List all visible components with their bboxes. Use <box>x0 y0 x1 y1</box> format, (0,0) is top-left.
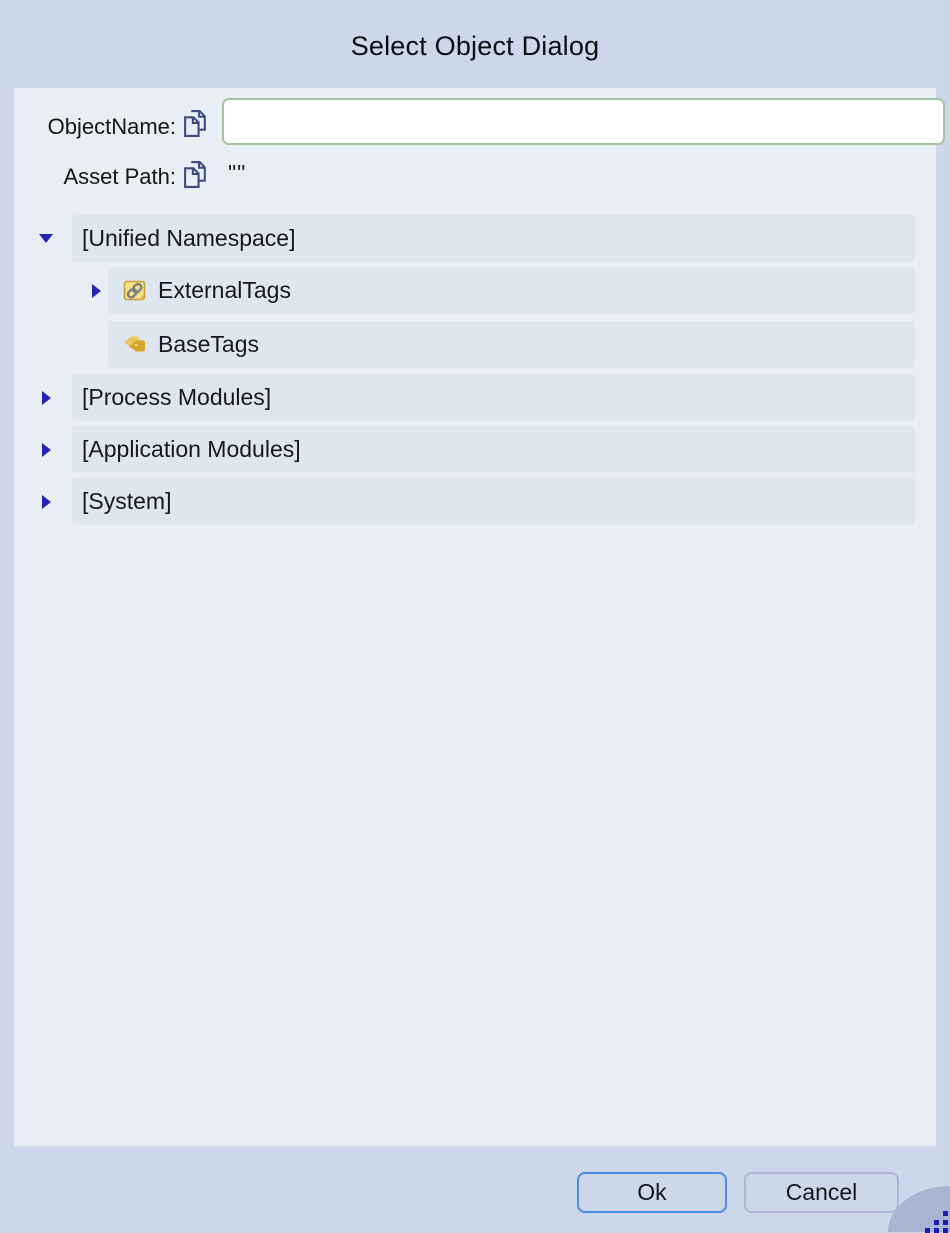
object-name-label: ObjectName: <box>47 114 176 139</box>
cancel-button[interactable] <box>744 1172 899 1213</box>
tree-row[interactable] <box>108 267 915 314</box>
grip-dot <box>934 1220 939 1225</box>
tree-item-external-tags[interactable] <box>14 267 936 314</box>
grip-dot <box>943 1220 948 1225</box>
chevron-right-icon[interactable] <box>88 283 104 299</box>
tree-item-application-modules[interactable] <box>14 426 936 473</box>
grip-dot <box>943 1211 948 1216</box>
tree-row[interactable] <box>108 321 915 368</box>
tree-item-label: [Application Modules] <box>82 436 301 462</box>
chevron-right-icon[interactable] <box>38 442 54 458</box>
tree-item-base-tags[interactable] <box>14 321 936 368</box>
dialog-body-panel <box>14 88 936 1146</box>
chevron-right-icon[interactable] <box>38 494 54 510</box>
tree-row[interactable] <box>72 426 915 473</box>
tree-item-label: [Unified Namespace] <box>82 225 296 251</box>
base-tags-icon <box>122 332 147 357</box>
ok-button[interactable] <box>577 1172 727 1213</box>
asset-path-label: Asset Path: <box>63 164 176 189</box>
copy-icon[interactable] <box>183 109 210 138</box>
cancel-button-label: Cancel <box>785 1179 858 1205</box>
grip-dot <box>934 1228 939 1233</box>
copy-icon[interactable] <box>183 160 210 189</box>
chevron-down-icon[interactable] <box>38 231 54 247</box>
dialog-title: Select Object Dialog <box>350 31 600 61</box>
tree-row[interactable] <box>72 478 915 525</box>
tree-item-process-modules[interactable] <box>14 374 936 421</box>
grip-dot <box>925 1228 930 1233</box>
grip-dot <box>943 1228 948 1233</box>
tree-row[interactable] <box>72 374 915 421</box>
chevron-right-icon[interactable] <box>38 390 54 406</box>
tree-item-label: BaseTags <box>158 331 260 357</box>
object-name-input[interactable] <box>222 98 945 145</box>
asset-path-value: "" <box>228 160 247 186</box>
tree-item-label: [System] <box>82 488 172 514</box>
tree-row[interactable] <box>72 215 915 262</box>
tree-item-unified-namespace[interactable] <box>14 215 936 262</box>
tree-item-label: [Process Modules] <box>82 384 272 410</box>
tree-item-label: ExternalTags <box>158 277 291 303</box>
external-tags-icon <box>122 278 147 303</box>
tree-item-system[interactable] <box>14 478 936 525</box>
ok-button-label: Ok <box>637 1179 667 1205</box>
